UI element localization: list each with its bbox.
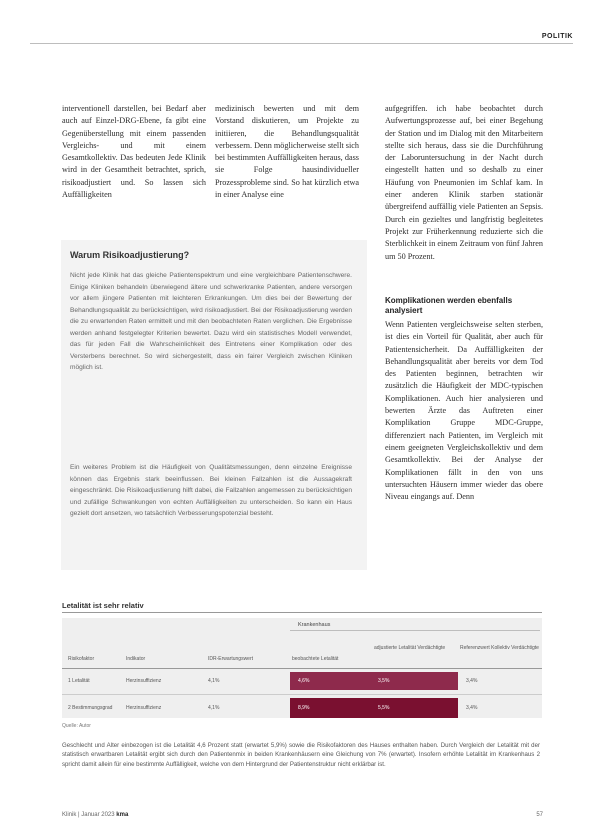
column-3-text-b: Wenn Patienten vergleichsweise selten sterben, ist dies ein Vorteil für Qualität, aber auch für Patientensicherheit. Da Auffälligkeiten der Behandlungsqualität aber bereits vor dem Tod des Patienten beginnen, betrachten wir zusätzlich die Häufigkeit der MDC-typischen Komplikationen. Auch hier analysieren und bewerten Ärzte das Auftreten einer Komplikation Gruppe MDC-Gruppe, differenziert nach Patienten, im Vergleich mit einem geeigneten Vergleichskollektiv und dem Gesamtkollektiv. Bei der Analyse der Komplikationen fällt in den von uns untersuchten Häusern immer wieder das obere Niveau eingangs auf. Denn [385,320,543,502]
row-1-adjusted: 3,5% [378,678,390,684]
info-box-paragraph-2: Ein weiteres Problem ist die Häufigkeit von Qualitätsmessungen, denn einzelne Ereignisse können das Ergebnis stark beeinflussen. Bei kleinen Fallzahlen ist die Aussagekraft eingeschränkt. Die Risikoadjustierung hilft dabei, die Fallzahlen angemessen zu berücksichtigen und zufällige Schwankungen von echten Auffälligkeiten zu unterscheiden. So kann ein Haus gezielt dort ansetzen, wo tatsächlich Verbesserungspotenzial besteht. [70,464,352,517]
footer-issue-text: Klinik | Januar 2023 [62,812,115,818]
row-2-indicator: Herzinsuffizienz [126,705,162,711]
table-caption: Geschlecht und Alter einbezogen ist die Letalität 4,6 Prozent statt (erwartet 5,9%) sowie die Risikofaktoren des Hauses enthalten haben. Durch Vergleich der Letalität mit der statistisch erwartbaren Letalität ergibt sich durch den Patientenmix in beiden Krankenhäusern eine Gleichung von 7% (erwartet). Insofern erhöhte Letalität im Krankenhaus 2 spricht damit allein für eine bestimmte Auffälligkeit, welche von dem Hintergrund der Patientenstruktur nicht erklärbar ist. [62,742,540,768]
column-3-bottom [385,319,543,503]
column-2-text: medizinisch bewerten und mit dem Vorstand diskutieren, um Projekte zu initiieren, die Behandlungsqualität verbessern. Denn möglicherweise stellt sich bei bestimmten Auffälligkeiten heraus, dass sie Folge hausindividueller Prozessprobleme sind. So hat kürzlich etwa in einer Analyse eine [215,104,359,200]
column-1 [62,103,206,201]
page-number: 57 [536,812,543,818]
row-2-adjusted: 5,5% [378,705,390,711]
column-1-text: interventionell darstellen, bei Bedarf aber auch auf Einzel-DRG-Ebene, fa gibt eine Gegenüberstellung mit einem passenden Vergleichs- und mit einem Gesamtkollektiv. Das bedeuten Jede Klinik wird in der Gesamtheit betrachtet, sprich, risikoadjustiert und. So lassen sich Auffälligkeiten [62,104,206,200]
row-2-reference: 3,4% [466,705,478,711]
row-1-reference: 3,4% [466,678,478,684]
row-2-risk: 2 Bestimmungsgrad [68,705,113,711]
table-title-rule [62,612,542,613]
column-header-adjusted: adjustierte Letalität Verdächtigte [374,645,446,651]
row-1-risk: 1 Letalität [68,678,90,684]
section-label: POLITIK [541,33,573,40]
column-header-risk: Risikofaktor [68,656,95,662]
header-rule [62,668,542,669]
column-header-expected: IDR-Erwartungswert [208,656,254,662]
header-divider [30,43,573,44]
group-header-hospital: Krankenhaus [298,622,331,628]
info-box-paragraph-1: Nicht jede Klinik hat das gleiche Patientenspektrum und eine vergleichbare Patientenschwere. Einige Kliniken behandeln überwiegend ältere und schwerkranke Patienten, andere versorgen vor allem jüngere Patienten mit leichteren Erkrankungen. Um dies bei der Bewertung der Behandlungsqualität zu berücksichtigen, wird risikoadjustiert. Bei der Risikoadjustierung werden die zu erwartenden Raten ermittelt und mit den beobachteten Raten verglichen. Die Ergebnisse werden anhand festgelegter Kriterien bewertet. Dazu wird ein statistisches Modell verwendet, das für jeden Fall die Wahrscheinlichkeit des Eintretens einer Komplikation oder des Versterbens berechnet. So wird sichergestellt, dass ein fairer Vergleich zwischen Kliniken möglich ist. [70,272,352,371]
row-1-observed: 4,6% [298,678,310,684]
column-3-text-a: aufgegriffen. ich habe beobachtet durch Aufwertungsprozesse auf, bei einer Begehung der Station und im Dialog mit den Mitarbeitern stellte sich heraus, dass sie die Durchführung der Laboruntersuchung in der Nacht durch eingestellt hatten und so deshalb zu einer Häufung von Pneumonien im Schlaf kam. In einer anderen Klinik starben stationär übergreifend auffällig viele Patienten an Sepsis. Durch ein gezieltes und langfristig begleitetes Projekt zur Früherkennung reduzierte sich die Sterblichkeit in einem Zeitraum von fünf Jahren um 50 Prozent. [385,104,543,261]
complications-subheading: Komplikationen werden ebenfalls analysiert [385,296,513,315]
footer-issue [62,812,128,818]
column-3-top [385,103,543,263]
row-2-expected: 4,1% [208,705,220,711]
column-2 [215,103,359,201]
row-divider [62,694,542,695]
table-title: Letalität ist sehr relativ [62,601,144,610]
column-header-indicator: Indikator [126,656,146,662]
row-2-observed: 8,9% [298,705,310,711]
footer-brand: kma [116,812,129,818]
info-box-title: Warum Risikoadjustierung? [70,250,190,260]
column-header-reference: Referenzwert Kollektiv Verdächtigte [460,645,539,651]
row-1-expected: 4,1% [208,678,220,684]
row-1-indicator: Herzinsuffizienz [126,678,162,684]
table-source: Quelle: Autor [62,723,91,729]
column-header-observed: beobachtete Letalität [292,656,339,662]
group-header-rule [290,630,540,631]
